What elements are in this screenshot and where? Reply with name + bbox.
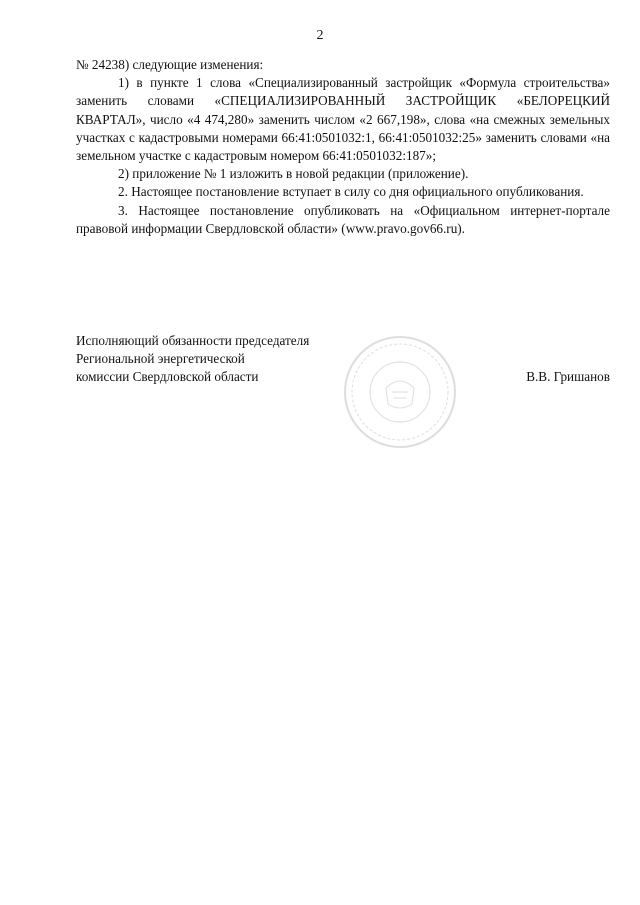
official-seal-icon bbox=[342, 334, 458, 450]
signatory-position bbox=[76, 332, 366, 387]
intro-paragraph: № 24238) следующие изменения: bbox=[76, 57, 264, 72]
amendment-item-2: 2) приложение № 1 изложить в новой редакции (приложение). bbox=[118, 166, 469, 182]
document-body bbox=[76, 56, 610, 238]
publication-clause: 3. Настоящее постановление опубликовать на «Официальном интернет-портале правовой информации Свердловской области» (www.pravo.gov66.ru). bbox=[76, 202, 610, 236]
signatory-position-line: Региональной энергетической bbox=[76, 351, 245, 367]
effective-date-clause: 2. Настоящее постановление вступает в силу со дня официального опубликования. bbox=[118, 184, 584, 200]
amendment-item-1: 1) в пункте 1 слова «Специализированный застройщик «Формула строительства» заменить словами «СПЕЦИАЛИЗИРОВАННЫЙ ЗАСТРОЙЩИК «БЕЛОРЕЦКИЙ КВАРТАЛ», число «4 474,280» заменить числом «2 667,198», слова «на смежных земельных участках с кадастровыми номерами 66:41:0501032:1, 66:41:0501032:25» заменить словами «на земельном участке с кадастровым номером 66:41:0501032:187»; bbox=[76, 75, 610, 164]
signatory-name: В.В. Гришанов bbox=[526, 369, 610, 384]
page-number: 2 bbox=[316, 28, 324, 43]
signatory-position-line: комиссии Свердловской области bbox=[76, 369, 259, 385]
signatory-position-line: Исполняющий обязанности председателя bbox=[76, 333, 310, 348]
